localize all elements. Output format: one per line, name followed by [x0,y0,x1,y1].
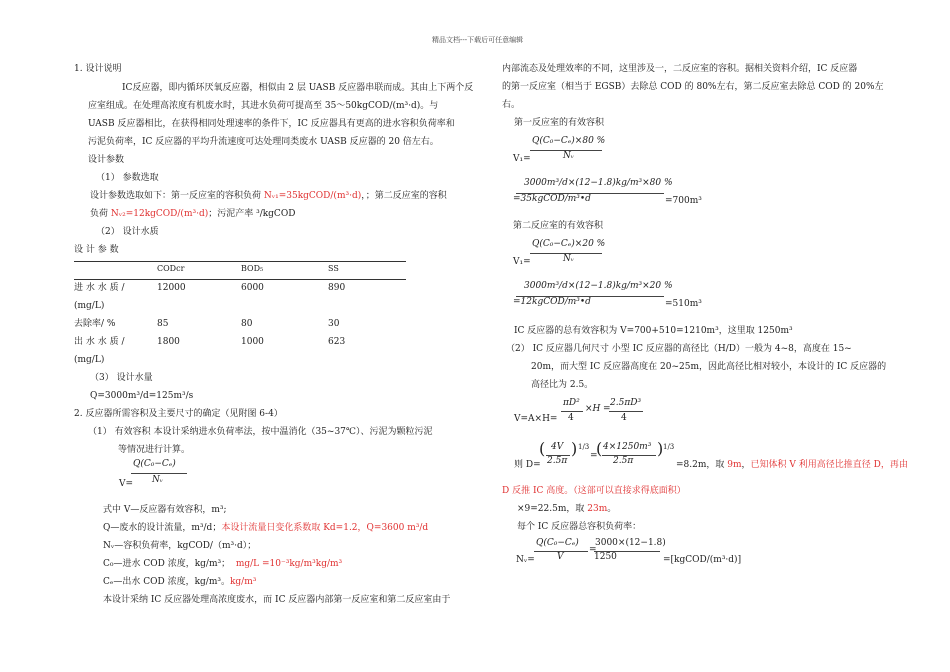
right-line-3: 右。 [502,100,521,110]
right-line-2: 的第一反应室（相当于 EGSB）去除总 COD 的 80%左右，第二反应室去除总 COD 的 20%左 [502,82,884,92]
height-line: ×9=22.5m，取 23m。 [517,504,617,514]
nv-label: Nᵥ= [516,555,535,565]
geo-f2-fraction-bar [609,411,643,412]
flow-equation: Q=3000m³/d=125m³/s [90,391,194,401]
table-cell: 1000 [241,337,264,347]
f2-calc-numerator: 3000m³/d×(12−1.8)kg/m³×20 % [524,281,673,291]
table-top-rule [74,261,406,262]
formula-v-denominator: Nᵥ [152,475,164,485]
d-right-paren: ) [571,439,578,458]
geo-times-h: ×H [585,404,601,414]
intro-line-3: UASB 反应器相比，在获得相同处理速率的条件下，IC 反应器具有更高的进水容积负荷率和 [88,119,455,129]
f1-denominator: Nᵥ [563,151,575,161]
section-1-title: 1. 设计说明 [74,64,122,74]
d-exponent-2: 1/3 [663,443,675,451]
nv-f1-numerator: Q(C₀−Cₑ) [536,538,579,548]
formula-v-numerator: Q(C₀−Cₑ) [133,459,176,469]
geometry-line-3: 高径比为 2.5。 [531,380,594,390]
last-paragraph-line: 本设计采纳 IC 反应器处理高浓度废水，而 IC 反应器内部第一反应室和第二反应室由于 [103,595,451,605]
params-select-line-2: 负荷 Nᵥ₂=12kgCOD/(m³·d)；污泥产率 ³/kgCOD [90,209,296,219]
geo-f2-denominator: 4 [621,413,627,423]
second-chamber-title: 第二反应室的有效容积 [513,221,604,231]
page-header: 精品文档---下载后可任意编辑 [432,36,524,44]
first-chamber-title: 第一反应室的有效容积 [514,118,605,128]
d2-left-paren: ( [596,439,603,458]
d-label: 则 D= [514,460,541,470]
section-2-line-1: （1） 有效容积 本设计采纳进水负荷率法，按中温消化（35~37℃）、污泥为颗粒污泥 [88,427,433,437]
flow-heading: （3） 设计水量 [90,373,153,383]
params-title: 设计参数 [88,155,125,165]
table-title: 设 计 参 数 [74,245,119,255]
nv-f1-denominator: V [557,552,564,562]
geo-f1-numerator: πD² [563,398,580,408]
geometry-line-2: 20m，而大型 IC 反应器高度在 20~25m，因此高径比相对较小，本设计的 IC 反应器的 [531,362,887,372]
geo-label: V=A×H= [514,414,558,424]
nv-f2-numerator: 3000×(12−1.8) [595,538,666,548]
intro-line-4: 污泥负荷率，IC 反应器的平均升流速度可达处理同类废水 UASB 反应器的 20 倍左右。 [88,137,439,147]
geometry-line-1: （2） IC 反应器几何尺寸 小型 IC 反应器的高径比（H/D）一般为 4~8，高度在 15~ [506,344,852,354]
d-exponent: 1/3 [578,443,590,451]
table-row-label: 出 水 水 质 / [74,337,125,347]
table-cell: 12000 [157,283,186,293]
table-cell: 30 [328,319,340,329]
formula-v-fraction-bar [131,473,187,474]
geo-f2-numerator: 2.5πD³ [610,398,642,408]
params-select-heading: （1） 参数选取 [96,173,159,183]
d-note-line-2: D 反推 IC 高度。（这部可以直接求得底面积） [502,486,686,496]
definition-c0: C₀—进水 COD 浓度，kg/m³； mg/L =10⁻³kg/m³kg/m³ [103,559,343,569]
table-row-label: 进 水 水 质 / [74,283,125,293]
definition-v: 式中 V—反应器有效容积，m³; [103,505,227,515]
d-f1-numerator: 4V [551,442,564,452]
f1-calc-numerator: 3000m³/d×(12−1.8)kg/m³×80 % [524,178,673,188]
d-f2-numerator: 4×1250m³ [603,442,652,452]
table-cell: 623 [328,337,346,347]
geo-f1-fraction-bar [561,411,583,412]
table-header-rule [74,279,406,280]
d-left-paren: ( [539,439,546,458]
right-line-1: 内部流态及处理效率的不同，这里涉及一，二反应室的容积。据相关资料介绍，IC 反应器 [502,64,858,74]
table-cell: 890 [328,283,346,293]
params-select-line-1: 设计参数选取如下：第一反应室的容积负荷 Nᵥ₁=35kgCOD/(m³·d)，；第二反应室的容积 [90,191,447,201]
d-f2-denominator: 2.5π [613,456,634,466]
f2-numerator: Q(C₀−Cₑ)×20 % [532,239,606,249]
section-2-line-2: 等情况进行计算。 [118,445,191,455]
d-equals: = [590,451,598,461]
table-row-unit: (mg/L) [74,355,105,365]
water-quality-heading: （2） 设计水质 [96,227,159,237]
f1-label: V₁= [513,154,531,164]
definition-nv: Nᵥ—容积负荷率，kgCOD/（m³·d）； [103,541,257,551]
geo-f1-denominator: 4 [568,413,574,423]
table-cell: 80 [241,319,253,329]
definition-q: Q—废水的设计流量，m³/d；本设计流量日变化系数取 Kd=1.2，Q=3600 m³/d [103,523,429,533]
table-row-unit: (mg/L) [74,301,105,311]
table-header-ss: SS [328,264,339,273]
f2-denominator: Nᵥ [563,254,575,264]
d-f1-denominator: 2.5π [547,456,568,466]
table-cell: 1800 [157,337,180,347]
d2-right-paren: ) [657,439,664,458]
table-cell: 85 [157,319,169,329]
table-header-cod: CODcr [157,264,185,273]
formula-v-label: V= [119,479,134,489]
table-cell: 6000 [241,283,264,293]
nv-f2-denominator: 1250 [594,552,617,562]
f2-calc-denominator: =12kgCOD/m³•d [513,297,591,307]
nv-equals: = [589,545,597,555]
total-volume-line: IC 反应器的总有效容积为 V=700+510=1210m³，这里取 1250m³ [514,326,793,336]
definition-ce: Cₑ—出水 COD 浓度，kg/m³。kg/m³ [103,577,257,587]
table-row-label: 去除率/ % [74,319,116,329]
intro-line-2: 应室组成。在处理高浓度有机废水时，其进水负荷可提高至 35～50kgCOD/(m³·d)。与 [88,101,439,111]
table-header-bod: BOD₅ [241,264,264,273]
f2-label: V₁= [513,257,531,267]
load-rate-title: 每个 IC 反应器总容积负荷率： [517,522,642,532]
intro-line-1: IC反应器，即内循环厌氧反应器，相似由 2 层 UASB 反应器串联而成。其由上下两个反 [122,83,474,93]
geo-equals: = [603,404,611,414]
f1-numerator: Q(C₀−Cₑ)×80 % [532,136,606,146]
f1-calc-denominator: =35kgCOD/m³•d [513,194,591,204]
d-result-line: =8.2m，取 9m，已知体积 V 利用高径比推直径 D，再由 [676,460,908,470]
nv-unit: =[kgCOD/(m³·d)] [663,555,742,565]
section-2-title: 2. 反应器所需容积及主要尺寸的确定（见附图 6-4） [74,409,283,419]
f1-result: =700m³ [665,196,702,206]
f2-result: =510m³ [665,299,702,309]
